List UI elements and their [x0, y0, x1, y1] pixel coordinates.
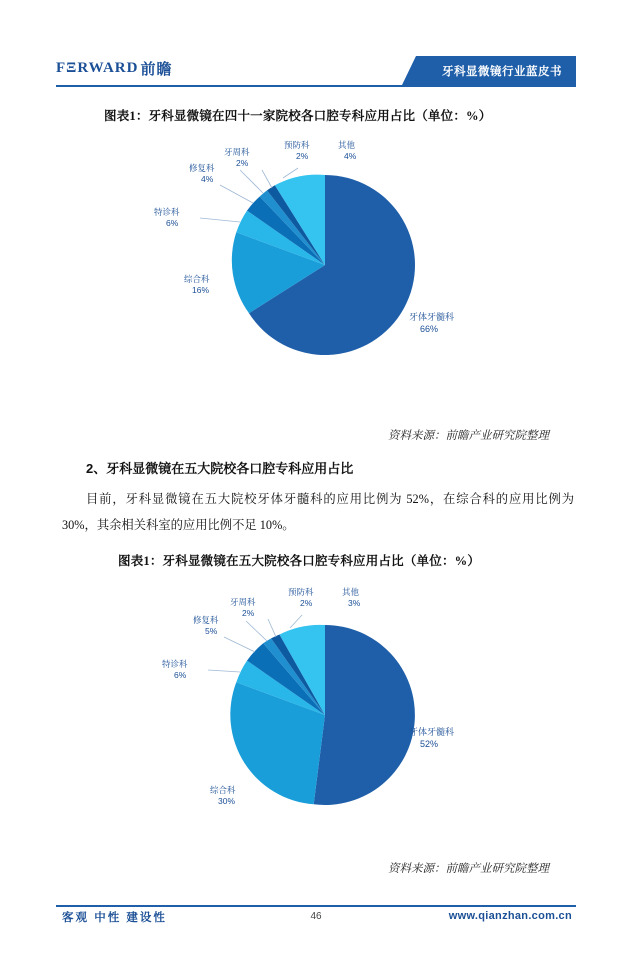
- pie2-label-other-value: 3%: [348, 598, 361, 608]
- pie2-label-dental-pulp-value: 52%: [420, 739, 439, 749]
- pie1-label-other-name: 其他: [338, 140, 356, 150]
- brand-logo: [56, 58, 172, 79]
- pie2-leader-special: [208, 670, 240, 672]
- page-header: [56, 56, 576, 86]
- pie2-leader-periodontics: [246, 621, 267, 641]
- figure2-title: 图表1：牙科显微镜在五大院校各口腔专科应用占比（单位：%）: [118, 554, 481, 568]
- pie1-label-special-name: 特诊科: [154, 207, 180, 217]
- footer-slogan: 客观 中性 建设性: [62, 912, 167, 924]
- pie1-label-prevention-value: 2%: [296, 151, 309, 161]
- pie2-label-general-value: 30%: [218, 796, 236, 806]
- pie2-label-general-name: 综合科: [210, 785, 236, 795]
- pie1-leader-prosthodontics: [220, 185, 253, 203]
- header-title-tab: 牙科显微镜行业蓝皮书: [416, 56, 576, 85]
- pie1-label-periodontics-value: 2%: [236, 158, 249, 168]
- pie2-label-periodontics-name: 牙周科: [230, 597, 256, 607]
- pie2-label-dental-pulp-name: 牙体牙髓科: [409, 727, 455, 737]
- pie2-slice-dental-pulp: [314, 625, 415, 805]
- pie2-leader-prosthodontics: [224, 637, 255, 652]
- header-divider: [56, 85, 576, 87]
- figure1-source: 资料来源：前瞻产业研究院整理: [388, 430, 549, 442]
- logo-mark-text: FΞRWARD: [56, 60, 139, 76]
- pie1-leader-periodontics: [240, 170, 263, 193]
- section2-heading: 2、牙科显微镜在五大院校各口腔专科应用占比: [86, 461, 354, 476]
- logo-cn-text: 前瞻: [140, 61, 173, 78]
- pie2-label-prosthodontics-name: 修复科: [193, 615, 219, 625]
- pie1-label-other-value: 4%: [344, 151, 357, 161]
- footer-website: www.qianzhan.com.cn: [448, 910, 572, 922]
- pie-chart-1: [120, 130, 520, 410]
- pie1-label-prosthodontics-value: 4%: [201, 174, 214, 184]
- pie2-label-prevention-name: 预防科: [288, 587, 314, 597]
- pie2-label-periodontics-value: 2%: [242, 608, 255, 618]
- pie2-leader-other: [290, 615, 302, 628]
- pie1-label-dental-pulp-name: 牙体牙髓科: [409, 312, 455, 322]
- figure1-title: 图表1：牙科显微镜在四十一家院校各口腔专科应用占比（单位：%）: [104, 109, 492, 123]
- pie2-leader-prevention: [268, 619, 276, 637]
- pie1-label-prevention-name: 预防科: [284, 140, 310, 150]
- figure2-source: 资料来源：前瞻产业研究院整理: [388, 863, 549, 875]
- pie2-label-prevention-value: 2%: [300, 598, 313, 608]
- pie2-label-special-value: 6%: [174, 670, 187, 680]
- pie1-label-dental-pulp-value: 66%: [420, 324, 439, 334]
- pie1-label-prosthodontics-name: 修复科: [189, 163, 215, 173]
- pie1-label-special-value: 6%: [166, 218, 179, 228]
- footer-divider: [56, 905, 576, 907]
- pie1-leader-special: [200, 218, 240, 222]
- pie2-label-special-name: 特诊科: [162, 659, 188, 669]
- pie-chart-2: [120, 575, 520, 860]
- pie2-label-prosthodontics-value: 5%: [205, 626, 218, 636]
- pie1-label-periodontics-name: 牙周科: [224, 147, 250, 157]
- pie1-leader-prevention: [262, 170, 272, 188]
- section2-paragraph: 目前，牙科显微镜在五大院校牙体牙髓科的应用比例为 52%，在综合科的应用比例为 30%，其余相关科室的应用比例不足 10%。: [62, 492, 574, 532]
- pie1-leader-other: [283, 168, 298, 178]
- pie1-label-general-value: 16%: [192, 285, 210, 295]
- pie2-label-other-name: 其他: [342, 587, 360, 597]
- pie1-label-general-name: 综合科: [184, 274, 210, 284]
- page-number: 46: [310, 911, 322, 922]
